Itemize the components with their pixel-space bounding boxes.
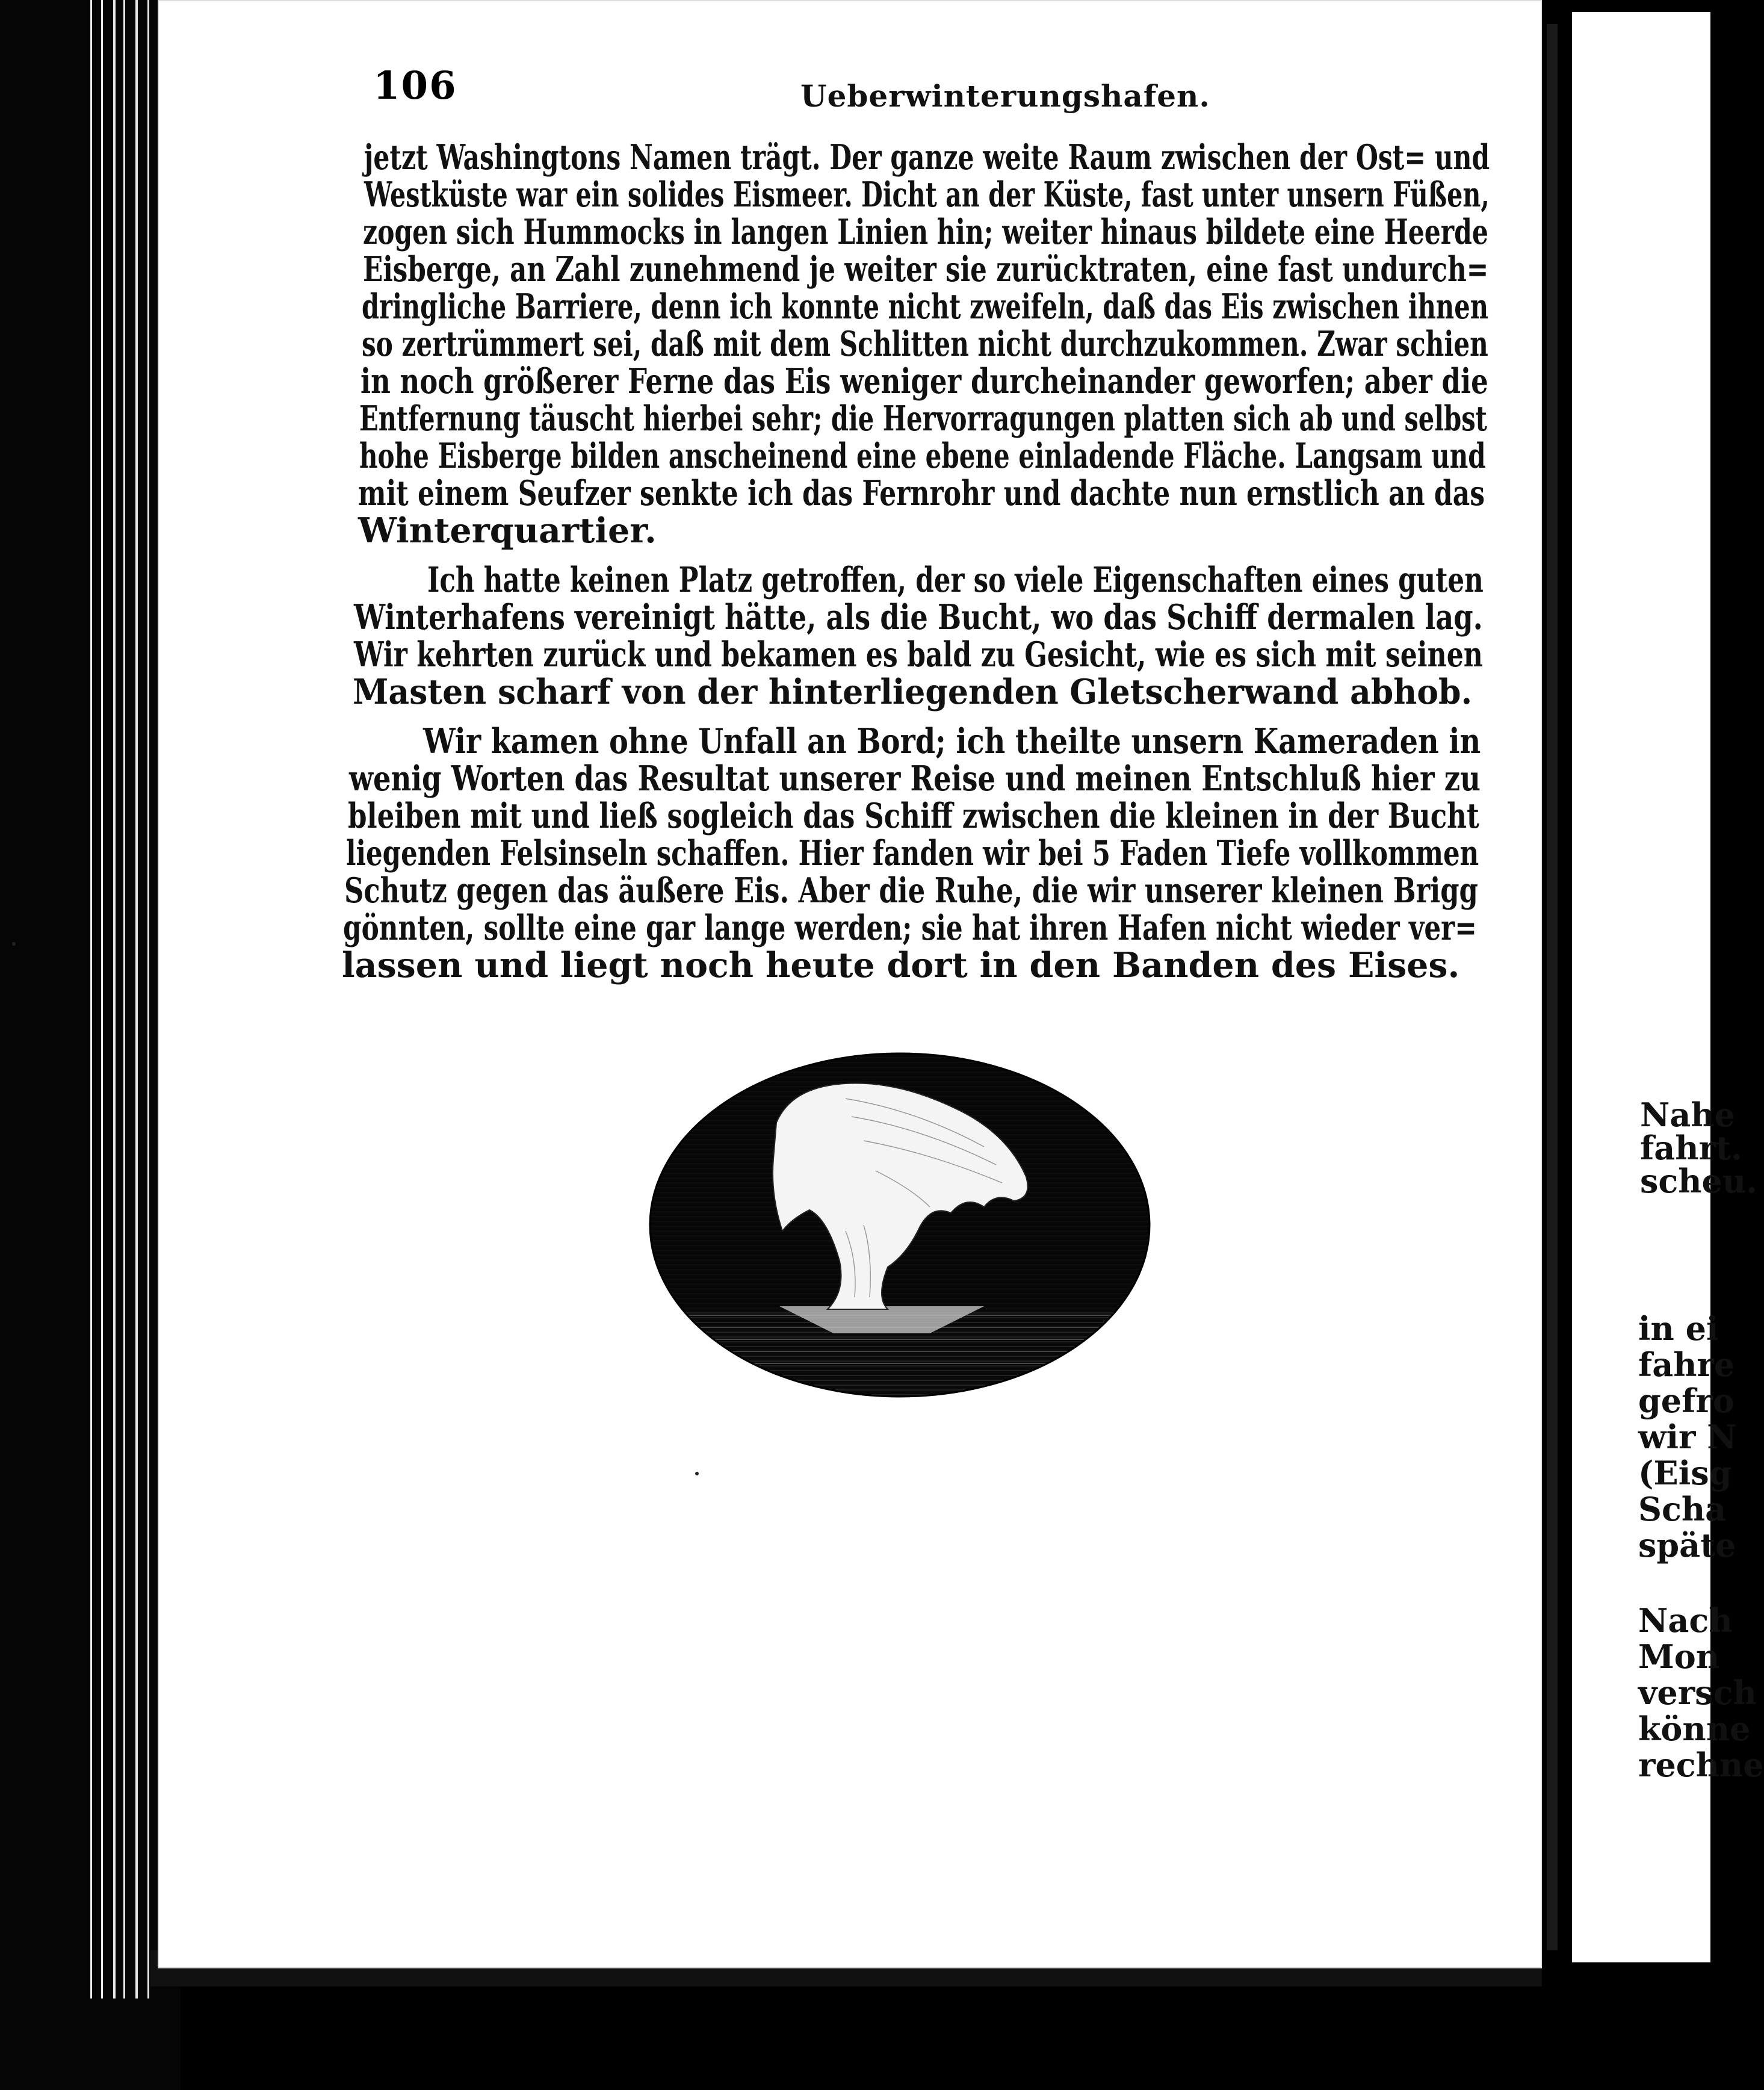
text-line: Ich hatte keinen Platz getroffen, der so viele Eigenschaften eines guten xyxy=(427,560,1484,600)
text-line: Masten scharf von der hinterliegenden Gletscherwand abhob. xyxy=(353,672,1473,712)
text-fragment: Nach xyxy=(1638,1601,1733,1640)
text-line: jetzt Washingtons Namen trägt. Der ganze weite Raum zwischen der Ost= und xyxy=(364,137,1490,178)
caption-fragment: Nahe xyxy=(1640,1096,1735,1134)
text-line: gönnten, sollte eine gar lange werden; sie hat ihren Hafen nicht wieder ver= xyxy=(343,908,1477,948)
text-fragment: fahre xyxy=(1638,1345,1735,1384)
text-line: mit einem Seufzer senkte ich das Fernrohr und dachte nun ernstlich an das xyxy=(358,473,1485,513)
page-edge xyxy=(113,0,116,1999)
page-edge xyxy=(101,0,103,1999)
ink-spot xyxy=(695,1472,699,1475)
text-line: dringliche Barriere, denn ich konnte nicht zweifeln, daß das Eis zwischen ihnen xyxy=(362,287,1488,327)
iceberg-illustration xyxy=(647,1050,1153,1400)
text-line: Westküste war ein solides Eismeer. Dicht an der Küste, fast unter unsern Füßen, xyxy=(364,175,1490,215)
text-line: Winterhafens vereinigt hätte, als die Bucht, wo das Schiff dermalen lag. xyxy=(354,597,1483,637)
text-fragment: rechne xyxy=(1638,1746,1764,1784)
text-line: zogen sich Hummocks in langen Linien hin; weiter hinaus bildete eine Heerde xyxy=(363,212,1488,252)
text-fragment: Mon xyxy=(1638,1637,1720,1676)
page-edge xyxy=(90,0,92,1999)
text-line: Schutz gegen das äußere Eis. Aber die Ruhe, die wir unserer kleinen Brigg xyxy=(344,870,1478,911)
text-line: bleiben mit und ließ sogleich das Schiff zwischen die kleinen in der Bucht xyxy=(348,796,1479,836)
page-edge xyxy=(135,0,138,1999)
text-fragment: (Eisg xyxy=(1638,1454,1732,1492)
caption-fragment: fahrt. xyxy=(1640,1129,1742,1167)
text-fragment: in ei xyxy=(1638,1309,1719,1348)
text-line: Entfernung täuscht hierbei sehr; die Hervorragungen platten sich ab und selbst xyxy=(359,398,1487,439)
ink-spot xyxy=(12,942,16,946)
text-fragment: gefro xyxy=(1638,1381,1735,1420)
text-fragment: versch xyxy=(1638,1673,1757,1712)
text-fragment: späte xyxy=(1638,1526,1736,1564)
text-line: wenig Worten das Resultat unserer Reise und meinen Entschluß hier zu xyxy=(349,758,1481,799)
text-line: Wir kamen ohne Unfall an Bord; ich theilte unsern Kameraden in xyxy=(423,721,1481,761)
running-head: Ueberwinterungshafen. xyxy=(800,78,1210,114)
page-number: 106 xyxy=(373,63,457,108)
gutter-shadow xyxy=(1547,24,1558,1950)
page-edge xyxy=(147,0,149,1999)
text-line: hohe Eisberge bilden anscheinend eine ebene einladende Fläche. Langsam und xyxy=(359,436,1486,476)
text-fragment: könne xyxy=(1638,1710,1751,1748)
text-line: lassen und liegt noch heute dort in den Banden des Eises. xyxy=(342,945,1460,985)
text-line: Eisberge, an Zahl zunehmend je weiter sie zurücktraten, eine fast undurch= xyxy=(363,249,1489,290)
text-line: Winterquartier. xyxy=(358,510,657,551)
text-fragment: wir N xyxy=(1638,1418,1737,1456)
text-line: Wir kehrten zurück und bekamen es bald zu Gesicht, wie es sich mit seinen xyxy=(354,634,1483,675)
text-line: liegenden Felsinseln schaffen. Hier fanden wir bei 5 Faden Tiefe vollkommen xyxy=(346,833,1479,873)
text-line: so zertrümmert sei, daß mit dem Schlitten nicht durchzukommen. Zwar schien xyxy=(362,324,1488,364)
page-edge xyxy=(123,0,125,1999)
text-line: in noch größerer Ferne das Eis weniger durcheinander geworfen; aber die xyxy=(361,361,1488,402)
text-fragment: Scha xyxy=(1638,1490,1727,1528)
caption-fragment: scheu. xyxy=(1640,1162,1757,1200)
